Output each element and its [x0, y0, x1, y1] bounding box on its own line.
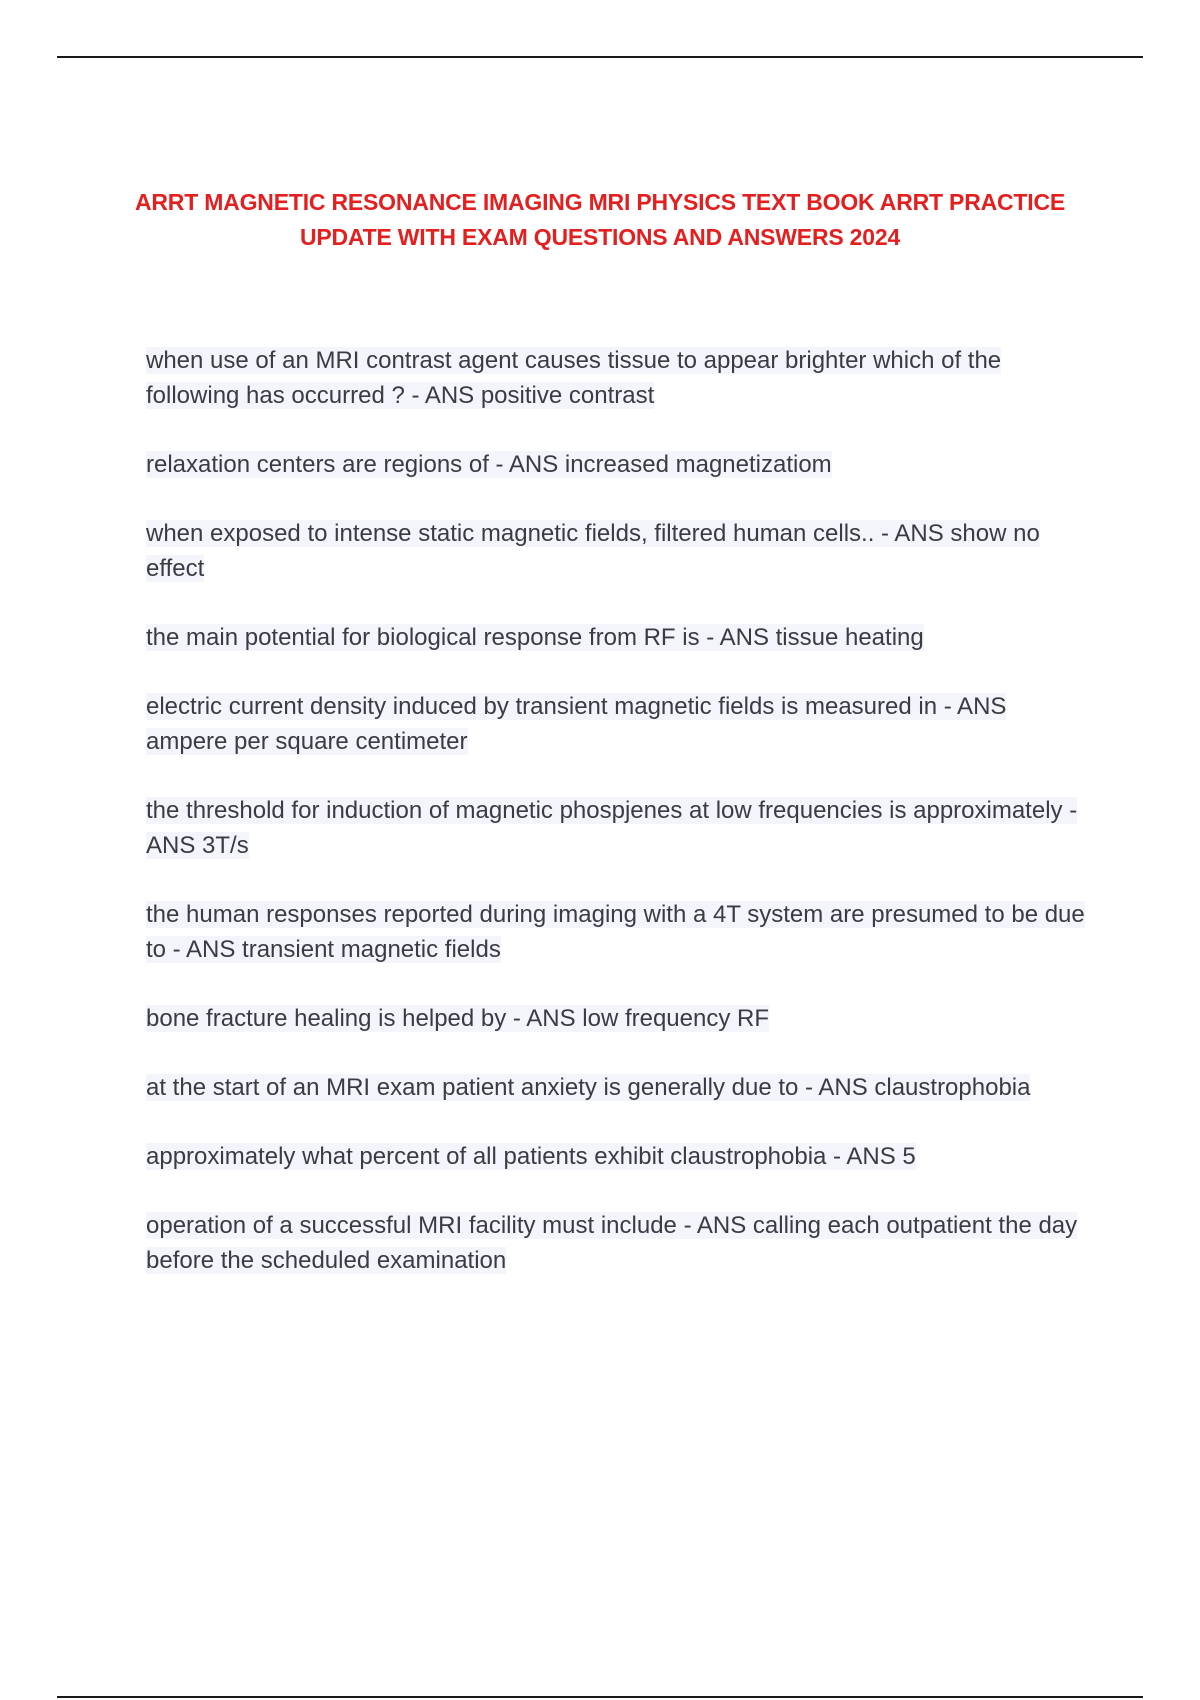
- qa-text: relaxation centers are regions of - ANS increased magnetizatiom: [146, 451, 832, 478]
- qa-list: [146, 343, 1086, 1312]
- qa-text: when use of an MRI contrast agent causes tissue to appear brighter which of the following has occurred ? - ANS positive contrast: [146, 347, 1002, 409]
- qa-text: approximately what percent of all patients exhibit claustrophobia - ANS 5: [146, 1143, 916, 1170]
- qa-item: [146, 793, 1086, 863]
- qa-text: operation of a successful MRI facility must include - ANS calling each outpatient the day before the scheduled examination: [146, 1212, 1078, 1274]
- qa-item: [146, 897, 1086, 967]
- qa-item: [146, 620, 1086, 655]
- qa-text: the main potential for biological response from RF is - ANS tissue heating: [146, 624, 924, 651]
- qa-item: [146, 447, 1086, 482]
- qa-item: [146, 343, 1086, 413]
- document-title: [120, 185, 1080, 255]
- qa-text: bone fracture healing is helped by - ANS low frequency RF: [146, 1005, 770, 1032]
- title-line-2: UPDATE WITH EXAM QUESTIONS AND ANSWERS 2024: [299, 224, 901, 251]
- qa-item: [146, 1139, 1086, 1174]
- qa-item: [146, 689, 1086, 759]
- qa-text: the threshold for induction of magnetic phospjenes at low frequencies is approximately - ANS 3T/s: [146, 797, 1078, 859]
- qa-item: [146, 1001, 1086, 1036]
- top-rule: [57, 56, 1143, 58]
- title-line-1: ARRT MAGNETIC RESONANCE IMAGING MRI PHYSICS TEXT BOOK ARRT PRACTICE: [134, 189, 1066, 216]
- qa-text: electric current density induced by transient magnetic fields is measured in - ANS ampere per square centimeter: [146, 693, 1007, 755]
- qa-text: when exposed to intense static magnetic fields, filtered human cells.. - ANS show no effect: [146, 520, 1040, 582]
- qa-text: the human responses reported during imaging with a 4T system are presumed to be due to - ANS transient magnetic fields: [146, 901, 1085, 963]
- bottom-rule: [57, 1696, 1143, 1698]
- qa-text: at the start of an MRI exam patient anxiety is generally due to - ANS claustrophobia: [146, 1074, 1031, 1101]
- qa-item: [146, 516, 1086, 586]
- qa-item: [146, 1070, 1086, 1105]
- qa-item: [146, 1208, 1086, 1278]
